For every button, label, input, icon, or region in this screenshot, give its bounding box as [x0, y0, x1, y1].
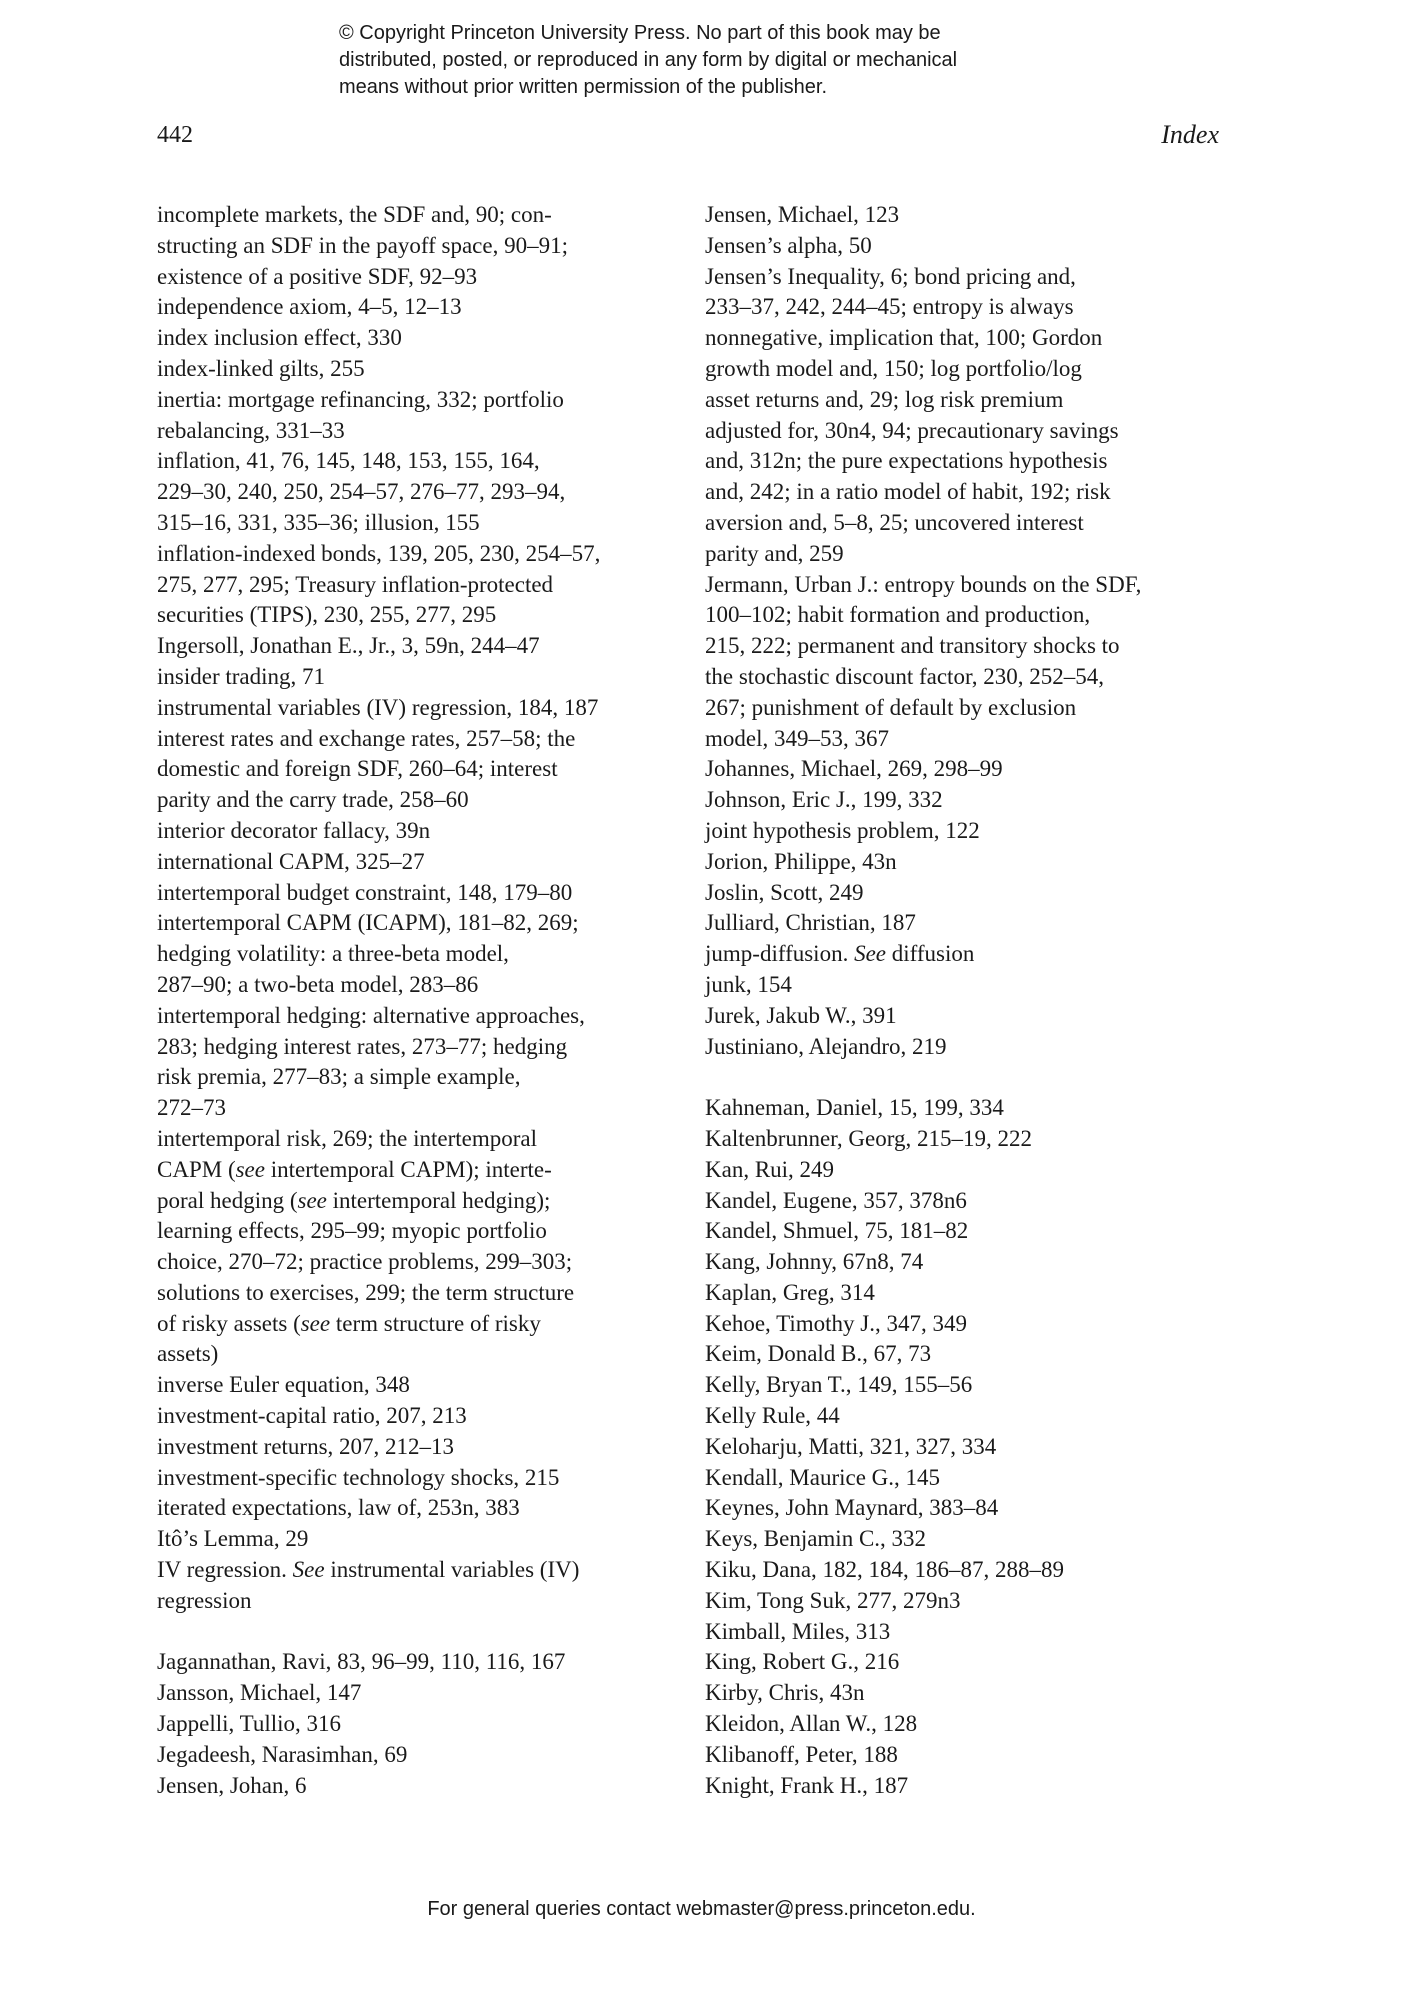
index-entry	[705, 1093, 1235, 1124]
index-entry-line: Joslin, Scott, 249	[705, 879, 864, 905]
index-entry	[705, 1155, 1235, 1186]
index-entry-line: Justiniano, Alejandro, 219	[705, 1033, 947, 1059]
index-entry-line: Jegadeesh, Narasimhan, 69	[157, 1741, 408, 1767]
index-entry-line: and, 312n; the pure expectations hypothesis	[705, 448, 1108, 474]
index-entry	[705, 1555, 1235, 1586]
index-entry	[157, 1001, 687, 1124]
index-entry	[705, 1771, 1235, 1802]
index-entry-line: interior decorator fallacy, 39n	[157, 817, 431, 843]
index-entry	[705, 1186, 1235, 1217]
index-entry-line: adjusted for, 30n4, 94; precautionary savings	[705, 417, 1119, 443]
index-entry-line: structing an SDF in the payoff space, 90–91;	[157, 232, 568, 258]
index-entry-line: instrumental variables (IV) regression, 184, 187	[157, 694, 599, 720]
index-entry-line: Jensen’s alpha, 50	[705, 232, 872, 258]
index-entry	[157, 1463, 687, 1494]
index-entry-line: Keloharju, Matti, 321, 327, 334	[705, 1433, 997, 1459]
index-entry-line: intertemporal hedging: alternative approaches,	[157, 1002, 585, 1028]
index-entry	[157, 631, 687, 662]
index-entry-line: Johannes, Michael, 269, 298–99	[705, 756, 1003, 782]
index-entry-line: growth model and, 150; log portfolio/log	[705, 355, 1082, 381]
index-entry-line: King, Robert G., 216	[705, 1649, 900, 1675]
index-entry-line: Kirby, Chris, 43n	[705, 1680, 865, 1706]
index-entry-line: Itô’s Lemma, 29	[157, 1526, 309, 1552]
index-entry-line: Keim, Donald B., 67, 73	[705, 1341, 932, 1367]
index-entry-line: joint hypothesis problem, 122	[705, 817, 980, 843]
index-entry-line: Johnson, Eric J., 199, 332	[705, 787, 943, 813]
index-entry	[157, 1370, 687, 1401]
index-entry-line: existence of a positive SDF, 92–93	[157, 263, 478, 289]
index-entry	[157, 323, 687, 354]
index-entry	[705, 570, 1235, 755]
copyright-line: means without prior written permission of the publisher.	[339, 76, 828, 98]
index-entry	[705, 847, 1235, 878]
index-entry-line: Kandel, Shmuel, 75, 181–82	[705, 1218, 969, 1244]
index-entry	[157, 200, 687, 292]
index-entry	[705, 1647, 1235, 1678]
index-entry	[705, 785, 1235, 816]
index-entry-line: intertemporal CAPM (ICAPM), 181–82, 269;	[157, 910, 579, 936]
index-entry-line: index inclusion effect, 330	[157, 325, 402, 351]
index-entry-line: 267; punishment of default by exclusion	[705, 694, 1077, 720]
index-entry	[705, 1001, 1235, 1032]
index-entry-line: risk premia, 277–83; a simple example,	[157, 1064, 521, 1090]
index-entry	[705, 1339, 1235, 1370]
index-entry-line: nonnegative, implication that, 100; Gordon	[705, 325, 1103, 351]
index-entry	[157, 1493, 687, 1524]
index-column-left	[157, 200, 687, 1801]
index-entry-line: rebalancing, 331–33	[157, 417, 345, 443]
index-entry	[157, 1709, 687, 1740]
index-entry-line: 315–16, 331, 335–36; illusion, 155	[157, 509, 480, 535]
index-entry-line: intertemporal risk, 269; the intertemporal	[157, 1125, 538, 1151]
index-entry	[705, 1370, 1235, 1401]
index-entry	[705, 1309, 1235, 1340]
index-entry-line: 233–37, 242, 244–45; entropy is always	[705, 294, 1074, 320]
index-entry-line: and, 242; in a ratio model of habit, 192; risk	[705, 479, 1111, 505]
index-entry	[157, 1771, 687, 1802]
index-entry-line: the stochastic discount factor, 230, 252–54,	[705, 663, 1104, 689]
index-entry-line: insider trading, 71	[157, 663, 325, 689]
index-entry-line: investment-capital ratio, 207, 213	[157, 1403, 467, 1429]
index-entry	[705, 1524, 1235, 1555]
index-entry-line: Kelly, Bryan T., 149, 155–56	[705, 1372, 973, 1398]
page-number: 442	[157, 122, 193, 148]
index-entry-line: incomplete markets, the SDF and, 90; con-	[157, 202, 552, 227]
index-entry-line: model, 349–53, 367	[705, 725, 889, 751]
running-head: Index	[1161, 120, 1219, 149]
index-entry-line: inflation, 41, 76, 145, 148, 153, 155, 164,	[157, 448, 540, 474]
index-entry-line: learning effects, 295–99; myopic portfolio	[157, 1218, 547, 1244]
index-entry-line: intertemporal budget constraint, 148, 179–80	[157, 879, 573, 905]
index-entry	[157, 662, 687, 693]
index-entry	[705, 200, 1235, 231]
index-entry-line: securities (TIPS), 230, 255, 277, 295	[157, 602, 497, 628]
index-entry	[157, 539, 687, 631]
index-entry-line: Kaplan, Greg, 314	[705, 1279, 875, 1305]
index-entry	[157, 878, 687, 909]
index-entry-line: of risky assets (see term structure of risky	[157, 1310, 541, 1336]
index-entry-line: 229–30, 240, 250, 254–57, 276–77, 293–94,	[157, 479, 566, 505]
index-entry	[705, 1586, 1235, 1617]
index-entry	[705, 1278, 1235, 1309]
index-entry-line: Jensen, Michael, 123	[705, 202, 900, 227]
index-entry-line: 275, 277, 295; Treasury inflation-protected	[157, 571, 554, 597]
index-entry-line: Kendall, Maurice G., 145	[705, 1464, 941, 1490]
index-entry-line: Julliard, Christian, 187	[705, 910, 916, 936]
index-entry-line: Jagannathan, Ravi, 83, 96–99, 110, 116, 167	[157, 1649, 566, 1675]
index-entry-line: Kehoe, Timothy J., 347, 349	[705, 1310, 967, 1336]
index-entry-line: inertia: mortgage refinancing, 332; portfolio	[157, 386, 564, 412]
index-entry-line: Jorion, Philippe, 43n	[705, 848, 897, 874]
index-entry-line: Kang, Johnny, 67n8, 74	[705, 1249, 924, 1275]
index-entry	[157, 1555, 687, 1617]
index-entry	[157, 1524, 687, 1555]
letter-section-gap	[157, 1617, 687, 1648]
index-entry	[157, 446, 687, 538]
index-entry-line: Keynes, John Maynard, 383–84	[705, 1495, 999, 1521]
index-entry-line: parity and, 259	[705, 540, 844, 566]
index-entry	[157, 1401, 687, 1432]
index-entry-line: Jappelli, Tullio, 316	[157, 1711, 342, 1737]
index-entry-line: Kaltenbrunner, Georg, 215–19, 222	[705, 1125, 1032, 1151]
index-entry-line: junk, 154	[705, 971, 792, 997]
index-entry-line: iterated expectations, law of, 253n, 383	[157, 1495, 520, 1521]
index-entry	[157, 816, 687, 847]
index-entry	[705, 1493, 1235, 1524]
index-entry-line: Jensen, Johan, 6	[157, 1772, 307, 1798]
index-entry-line: Knight, Frank H., 187	[705, 1772, 909, 1798]
index-entry	[705, 1617, 1235, 1648]
index-entry-line: Jermann, Urban J.: entropy bounds on the SDF,	[705, 571, 1142, 597]
index-entry	[705, 1401, 1235, 1432]
index-entry	[705, 878, 1235, 909]
index-entry	[157, 292, 687, 323]
index-entry-line: choice, 270–72; practice problems, 299–303;	[157, 1249, 573, 1275]
index-entry-line: 287–90; a two-beta model, 283–86	[157, 971, 479, 997]
index-entry-line: Kim, Tong Suk, 277, 279n3	[705, 1587, 961, 1613]
index-entry-line: 272–73	[157, 1095, 226, 1121]
index-entry-line: Kan, Rui, 249	[705, 1156, 835, 1182]
index-entry	[157, 693, 687, 724]
index-entry-line: regression	[157, 1587, 252, 1613]
index-entry-line: domestic and foreign SDF, 260–64; interest	[157, 756, 558, 782]
letter-section-gap	[705, 1062, 1235, 1093]
index-entry-line: index-linked gilts, 255	[157, 355, 365, 381]
index-entry	[157, 1647, 687, 1678]
index-entry-line: CAPM (see intertemporal CAPM); interte-	[157, 1156, 552, 1182]
index-entry	[705, 1463, 1235, 1494]
index-entry	[157, 354, 687, 385]
index-entry	[705, 1032, 1235, 1063]
index-entry-line: parity and the carry trade, 258–60	[157, 787, 469, 813]
index-entry-line: solutions to exercises, 299; the term structure	[157, 1279, 575, 1305]
index-entry	[157, 908, 687, 1000]
index-entry-line: Kelly Rule, 44	[705, 1403, 840, 1429]
index-entry	[157, 385, 687, 447]
index-entry	[705, 1247, 1235, 1278]
index-entry	[705, 1678, 1235, 1709]
index-entry-line: Kleidon, Allan W., 128	[705, 1711, 918, 1737]
index-entry	[705, 1709, 1235, 1740]
index-entry-line: Jansson, Michael, 147	[157, 1680, 362, 1706]
index-entry-line: investment returns, 207, 212–13	[157, 1433, 455, 1459]
index-entry-line: aversion and, 5–8, 25; uncovered interest	[705, 509, 1084, 535]
index-entry-line: Kahneman, Daniel, 15, 199, 334	[705, 1095, 1004, 1121]
copyright-notice	[339, 20, 1099, 101]
index-entry	[705, 231, 1235, 262]
index-entry-line: Kandel, Eugene, 357, 378n6	[705, 1187, 967, 1213]
index-entry-line: Kiku, Dana, 182, 184, 186–87, 288–89	[705, 1557, 1065, 1583]
index-column-right	[705, 200, 1235, 1801]
copyright-line: distributed, posted, or reproduced in any form by digital or mechanical	[339, 49, 958, 71]
index-entry	[705, 754, 1235, 785]
index-entry-line: Klibanoff, Peter, 188	[705, 1741, 898, 1767]
index-entry	[705, 908, 1235, 939]
index-entry-line: poral hedging (see intertemporal hedging);	[157, 1187, 551, 1213]
index-entry-line: international CAPM, 325–27	[157, 848, 425, 874]
index-entry-line: 100–102; habit formation and production,	[705, 602, 1091, 628]
index-entry	[705, 939, 1235, 970]
index-entry	[705, 816, 1235, 847]
index-entry	[705, 1216, 1235, 1247]
index-entry-line: Jensen’s Inequality, 6; bond pricing and,	[705, 263, 1076, 289]
index-entry	[705, 1124, 1235, 1155]
footer-contact: For general queries contact webmaster@press.princeton.edu.	[427, 1898, 976, 1920]
index-entry-line: jump-diffusion. See diffusion	[705, 941, 975, 967]
index-entry-line: Ingersoll, Jonathan E., Jr., 3, 59n, 244–47	[157, 633, 540, 659]
index-entry-line: assets)	[157, 1341, 219, 1367]
index-entry-line: hedging volatility: a three-beta model,	[157, 941, 509, 967]
index-entry	[157, 1124, 687, 1370]
index-entry-line: IV regression. See instrumental variables (IV)	[157, 1557, 580, 1583]
index-entry-line: 215, 222; permanent and transitory shocks to	[705, 633, 1120, 659]
index-entry	[705, 262, 1235, 570]
index-entry-line: interest rates and exchange rates, 257–58; the	[157, 725, 576, 751]
index-entry	[157, 1740, 687, 1771]
index-entry	[157, 847, 687, 878]
index-entry-line: inverse Euler equation, 348	[157, 1372, 410, 1398]
index-entry-line: 283; hedging interest rates, 273–77; hedging	[157, 1033, 568, 1059]
index-entry-line: inflation-indexed bonds, 139, 205, 230, 254–57,	[157, 540, 601, 566]
index-entry	[705, 970, 1235, 1001]
index-entry	[705, 1740, 1235, 1771]
index-entry	[157, 724, 687, 816]
index-entry-line: Keys, Benjamin C., 332	[705, 1526, 927, 1552]
index-entry-line: Kimball, Miles, 313	[705, 1618, 891, 1644]
index-entry	[705, 1432, 1235, 1463]
index-entry-line: independence axiom, 4–5, 12–13	[157, 294, 462, 320]
index-entry-line: asset returns and, 29; log risk premium	[705, 386, 1064, 412]
index-entry	[157, 1432, 687, 1463]
index-entry-line: investment-specific technology shocks, 215	[157, 1464, 560, 1490]
copyright-line: © Copyright Princeton University Press. No part of this book may be	[339, 22, 941, 44]
index-entry-line: Jurek, Jakub W., 391	[705, 1002, 897, 1028]
index-entry	[157, 1678, 687, 1709]
